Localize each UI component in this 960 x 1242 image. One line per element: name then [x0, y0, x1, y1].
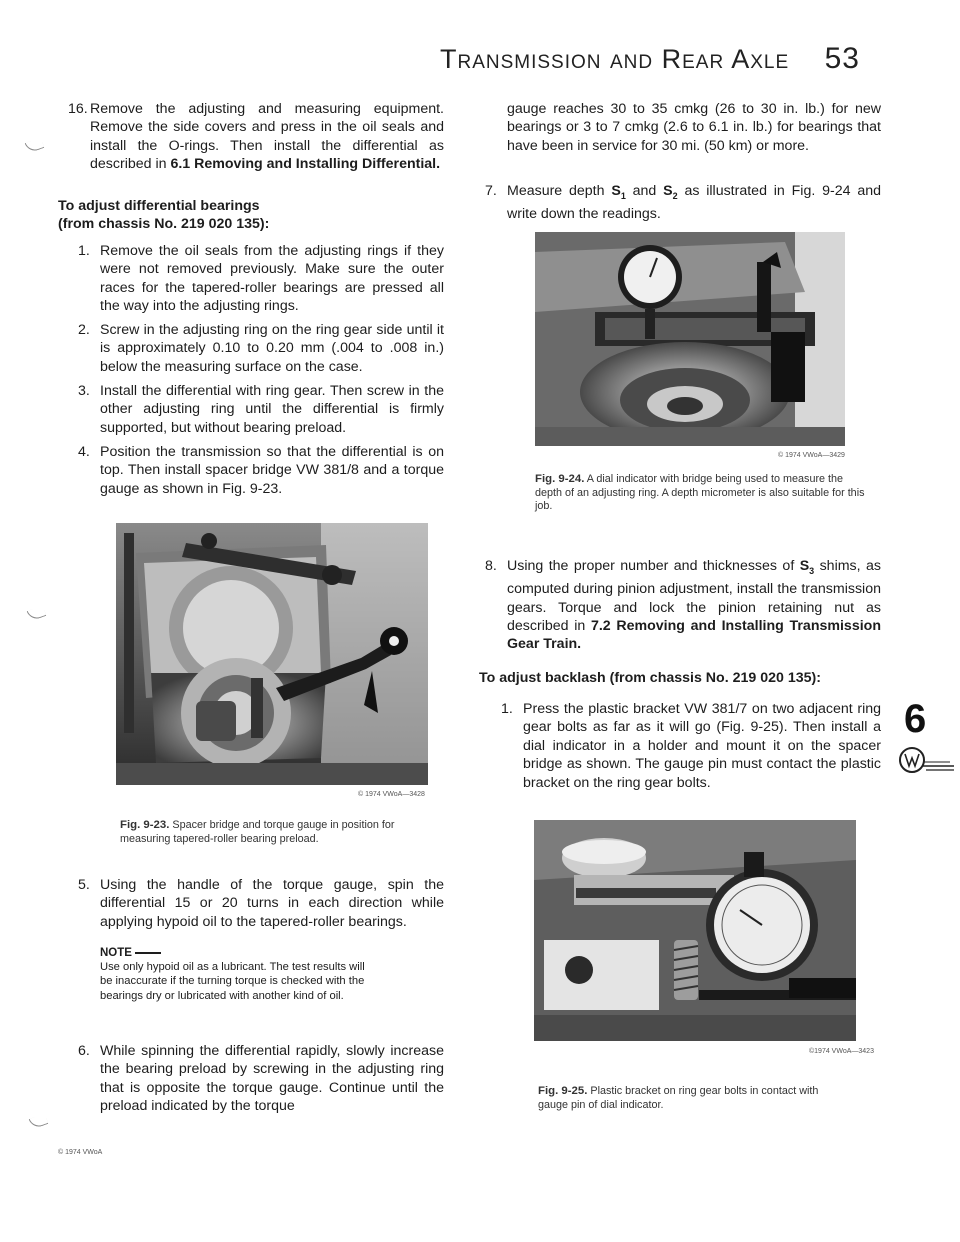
step-7: 7. Measure depth $S_1$ and $S_2$ as illustrated in Fig. 9-24 and write down the readings. [485, 183, 881, 223]
figure-9-25-credit: ©1974 VWoA—3423 [809, 1048, 874, 1055]
figure-label: Fig. 9-24. [535, 473, 585, 485]
figure-label: Fig. 9-23. [120, 819, 170, 831]
step-number: 16. [68, 101, 88, 117]
note-heading: NOTE [100, 946, 380, 960]
section-tab-number: 6 [904, 697, 927, 741]
binding-mark [29, 1113, 49, 1129]
note-block [100, 946, 380, 1003]
step-5: 5. Using the handle of the torque gauge, spin the differential 15 or 20 turns in each direction while applying hypoid oil to the tapered-roller bearings. [78, 877, 444, 930]
dial-indicator-photo-illustration [535, 232, 845, 446]
binding-mark [25, 137, 45, 153]
section-subhead: To adjust differential bearings (from chassis No. 219 020 135): [58, 198, 270, 233]
figure-9-25-photo [534, 820, 856, 1041]
step-1-backlash: 1. Press the plastic bracket VW 381/7 on two adjacent ring gear bolts as far as it will go (Fig. 9-25). Then install a dial indicator in a holder and mount it on the spacer bridge as shown. The gauge pin must contact the plastic bracket on the ring gear bolts. [501, 701, 881, 791]
figure-9-24-caption [535, 473, 867, 514]
step-1: 1. Remove the oil seals from the adjusting rings if they were not removed previously. Make sure the outer races for the tapered-roller bearings are pressed all the way into the adjusting rings. [78, 243, 444, 315]
figure-9-25-caption [538, 1085, 838, 1112]
running-header [440, 44, 860, 75]
caption-text: Plastic bracket on ring gear bolts in contact with gauge pin of dial indicator. [538, 1085, 819, 1111]
figure-9-23-caption [120, 819, 440, 846]
figure-9-23-photo [116, 523, 428, 785]
figure-9-24-photo [535, 232, 845, 446]
figure-9-23-credit: © 1974 VWoA—3428 [358, 791, 425, 798]
note-text: Use only hypoid oil as a lubricant. The test results will be inaccurate if the turning torque is checked with the bearings dry or lubricated with another kind of oil. [100, 961, 365, 1002]
figure-label: Fig. 9-25. [538, 1085, 588, 1097]
page-number: 53 [824, 42, 860, 75]
chapter-title: Transmission and Rear Axle [440, 44, 790, 74]
plastic-bracket-photo-illustration [534, 820, 856, 1041]
caption-text: A dial indicator with bridge being used to measure the depth of an adjusting ring. A depth micrometer is also suitable for this job. [535, 473, 865, 512]
step-16 [68, 100, 444, 174]
transmission-photo-illustration [116, 523, 428, 785]
step-2: 2. Screw in the adjusting ring on the ring gear side until it is approximately 0.10 to 0.20 mm (.004 to .008 in.) below the measuring surface on the case. [78, 322, 444, 375]
continued-text: gauge reaches 30 to 35 cmkg (26 to 30 in. lb.) for new bearings or 3 to 7 cmkg (2.6 to 6.1 in. lb.) for bearings that have been in service for 30 mi. (50 km) or more. [507, 101, 881, 154]
cross-reference: 6.1 Removing and Installing Differential. [170, 156, 441, 173]
step-8: 8. Using the proper number and thicknesses of $S_3$ shims, as computed during pinion adjustment, install the transmission gears. Torque and lock the pinion retaining nut as described in 7.2 Removing and Installing Transmission Gear Train. [485, 558, 881, 653]
step-text: Remove the adjusting and measuring equipment. Remove the side covers and press in the oil seals and install the O-rings. Then install the differential as described in [90, 101, 444, 173]
vw-logo-icon [898, 746, 954, 781]
step-4: 4. Position the transmission so that the differential is on top. Then install spacer bridge VW 381/8 and a torque gauge as shown in Fig. 9-23. [78, 444, 444, 497]
page-footer-copyright: © 1974 VWoA [58, 1149, 103, 1156]
caption-text: Spacer bridge and torque gauge in position for measuring tapered-roller bearing preload. [120, 819, 395, 845]
step-3: 3. Install the differential with ring gear. Then screw in the other adjusting ring until the differential is firmly supported, but without bearing preload. [78, 383, 444, 436]
step-6: 6. While spinning the differential rapidly, slowly increase the bearing preload by screwing in the adjusting ring that is opposite the torque gauge. Continue until the preload indicated by the torque [78, 1043, 444, 1115]
figure-9-24-credit: © 1974 VWoA—3429 [778, 452, 845, 459]
section-subhead-backlash: To adjust backlash (from chassis No. 219 020 135): [479, 670, 821, 686]
binding-mark [27, 605, 47, 621]
